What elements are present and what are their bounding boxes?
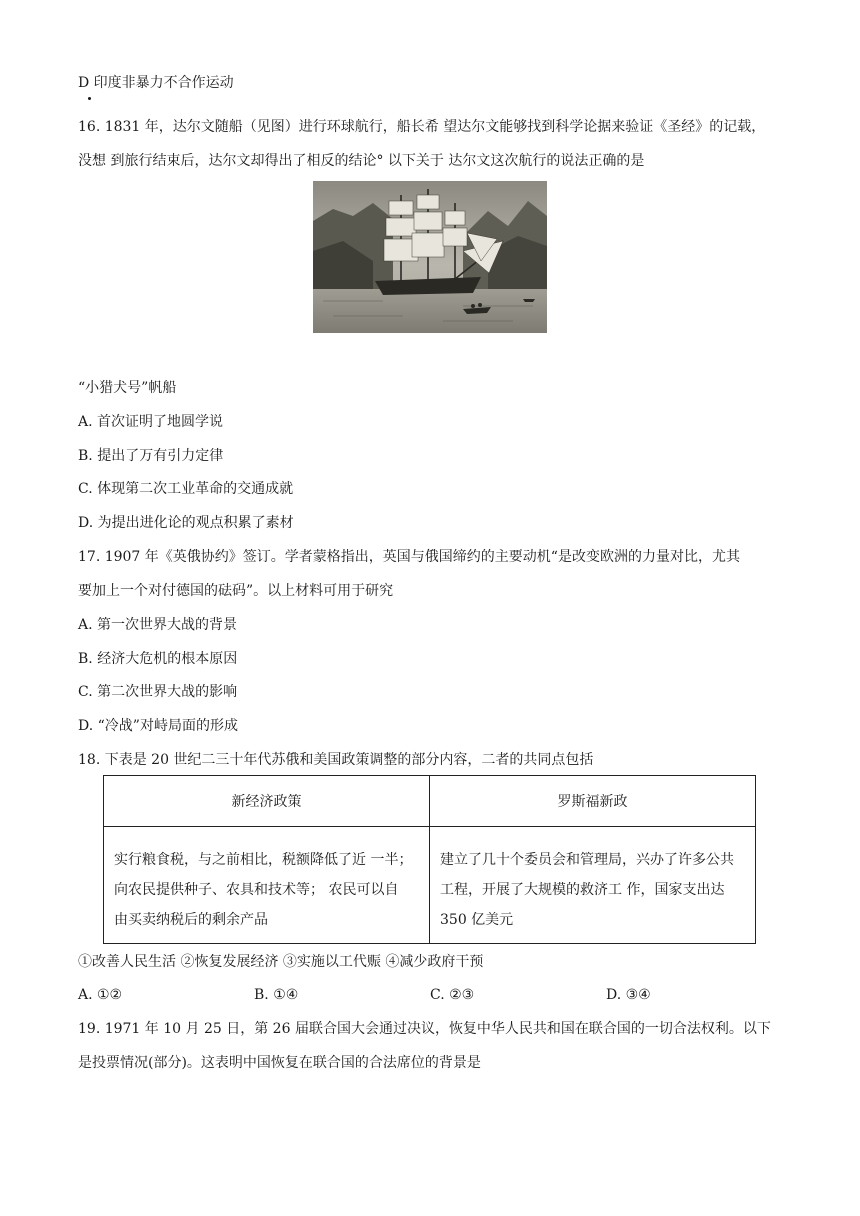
question-17-stem-line2: 要加上一个对付德国的砝码”。以上材料可用于研究 xyxy=(78,583,394,599)
figure-caption: “小猎犬号”帆船 xyxy=(78,380,177,396)
question-17-option-a: A. 第一次世界大战的背景 xyxy=(78,617,238,633)
cell-line: 实行粮食税，与之前相比，税额降低了近 一半； xyxy=(114,852,413,868)
question-18-option-c: C. ②③ xyxy=(430,987,475,1003)
question-17-option-c: C. 第二次世界大战的影响 xyxy=(78,684,238,700)
question-16-option-c: C. 体现第二次工业革命的交通成就 xyxy=(78,481,294,497)
beagle-ship-illustration xyxy=(313,181,547,333)
question-17-option-b: B. 经济大危机的根本原因 xyxy=(78,651,238,667)
cell-line: 350 亿美元 xyxy=(440,912,514,928)
question-17-option-d: D. “冷战”对峙局面的形成 xyxy=(78,718,238,734)
cell-line: 向农民提供种子、农具和技术等； 农民可以自 xyxy=(114,882,399,898)
cell-line: 工程，开展了大规模的救济工 作，国家支出达 xyxy=(440,882,725,898)
question-19-stem-line1: 19. 1971 年 10 月 25 日，第 26 届联合国大会通过决议，恢复中华人民共和国在联合国的一切合法权利。以下 xyxy=(78,1021,771,1037)
option-d-q15: D 印度非暴力不合作运动 xyxy=(78,75,234,91)
header-nep: 新经济政策 xyxy=(104,776,430,827)
cell-line: 由买卖纳税后的剩余产品 xyxy=(114,912,268,928)
question-18-stem: 18. 下表是 20 世纪二三十年代苏俄和美国政策调整的部分内容，二者的共同点包括 xyxy=(78,752,594,768)
table-row xyxy=(104,827,756,944)
cell-line: 建立了几十个委员会和管理局，兴办了许多公共 xyxy=(440,852,734,868)
question-16-stem-line1: 16. 1831 年，达尔文随船（见图）进行环球航行，船长希 望达尔文能够找到科学论据来验证《圣经》的记载， xyxy=(78,119,766,135)
policy-comparison-table xyxy=(103,775,756,944)
question-18-option-d: D. ③④ xyxy=(606,987,651,1003)
question-18-option-a: A. ①② xyxy=(78,987,123,1003)
question-17-stem-line1: 17. 1907 年《英俄协约》签订。学者蒙格指出，英国与俄国缔约的主要动机“是改变欧洲的力量对比，尤其 xyxy=(78,549,740,565)
header-new-deal: 罗斯福新政 xyxy=(430,776,756,827)
question-19-stem-line2: 是投票情况(部分)。这表明中国恢复在联合国的合法席位的背景是 xyxy=(78,1055,481,1071)
question-18-option-b: B. ①④ xyxy=(254,987,299,1003)
bullet-dot xyxy=(88,97,91,100)
cell-new-deal-content xyxy=(430,827,756,944)
table-header-row xyxy=(104,776,756,827)
question-16-option-b: B. 提出了万有引力定律 xyxy=(78,448,224,464)
question-16-option-a: A. 首次证明了地圆学说 xyxy=(78,414,224,430)
question-16-option-d: D. 为提出进化论的观点积累了素材 xyxy=(78,515,294,531)
cell-nep-content xyxy=(104,827,430,944)
question-16-stem-line2: 没想 到旅行结束后，达尔文却得出了相反的结论° 以下关于 达尔文这次航行的说法正确的是 xyxy=(78,153,645,169)
question-18-statements: ①改善人民生活 ②恢复发展经济 ③实施以工代赈 ④减少政府干预 xyxy=(78,954,484,970)
